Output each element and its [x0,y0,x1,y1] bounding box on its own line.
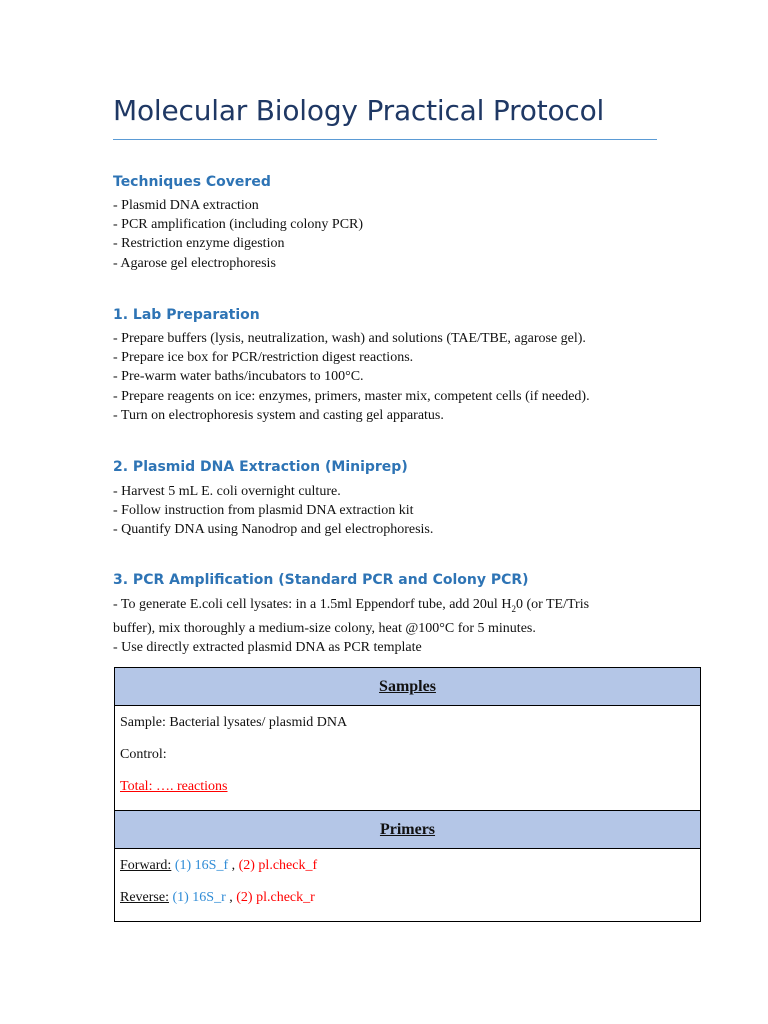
reverse-primers-line [120,888,700,907]
pcr-amplification-text [113,595,589,657]
sample-line: Sample: Bacterial lysates/ plasmid DNA [120,715,348,730]
primers-header: Primers [115,811,701,849]
list-item: - Restriction enzyme digestion [113,236,285,252]
list-item: - Prepare ice box for PCR/restriction digest reactions. [113,350,414,366]
subscript-2: 2 [511,603,516,614]
list-item: - Turn on electrophoresis system and casting gel apparatus. [113,407,444,423]
pcr-lysate-line-cont: buffer), mix thoroughly a medium-size colony, heat @100°C for 5 minutes. [113,621,536,636]
list-item: - Plasmid DNA extraction [113,198,259,213]
list-item: - Agarose gel electrophoresis [113,255,276,271]
reverse-primer-1: (1) 16S_r [168,890,226,905]
total-reactions-line: Total: …. reactions [120,779,228,794]
pcr-template-line: - Use directly extracted plasmid DNA as PCR template [113,640,422,656]
plasmid-extraction-list [113,482,433,540]
primers-cell [115,849,701,922]
pcr-lysate-text-a: - To generate E.coli cell lysates: in a 1.5ml Eppendorf tube, add 20ul H [113,597,512,612]
lab-preparation-heading: 1. Lab Preparation [113,307,260,323]
forward-label: Forward: [120,858,172,873]
list-item: - Prepare buffers (lysis, neutralization, wash) and solutions (TAE/TBE, agarose gel). [113,331,586,346]
reverse-label: Reverse: [120,890,169,905]
list-item: - Pre-warm water baths/incubators to 100°C. [113,369,364,385]
forward-primer-1: (1) 16S_f [171,858,229,873]
pcr-lysate-text-b: 0 (or TE/Tris [515,597,590,612]
reverse-separator: , [225,890,237,905]
samples-primers-table [114,667,701,922]
pcr-lysate-line [113,595,589,619]
forward-primers-line [120,856,700,875]
document-title: Molecular Biology Practical Protocol [113,94,605,127]
techniques-heading: Techniques Covered [113,174,271,190]
control-line: Control: [120,747,167,762]
samples-header: Samples [115,668,701,706]
plasmid-extraction-heading: 2. Plasmid DNA Extraction (Miniprep) [113,459,408,475]
pcr-amplification-heading: 3. PCR Amplification (Standard PCR and Colony PCR) [113,572,529,588]
reverse-primer-2: (2) pl.check_r [236,890,315,905]
list-item: - Prepare reagents on ice: enzymes, primers, master mix, competent cells (if needed). [113,388,590,404]
list-item: - Follow instruction from plasmid DNA extraction kit [113,503,414,519]
list-item: - Harvest 5 mL E. coli overnight culture. [113,484,341,499]
forward-separator: , [228,858,239,873]
title-underline [113,139,657,140]
lab-preparation-list [113,329,590,425]
techniques-list [113,196,363,273]
list-item: - PCR amplification (including colony PCR) [113,217,364,233]
samples-cell [115,706,701,811]
forward-primer-2: (2) pl.check_f [238,858,318,873]
list-item: - Quantify DNA using Nanodrop and gel electrophoresis. [113,522,434,538]
